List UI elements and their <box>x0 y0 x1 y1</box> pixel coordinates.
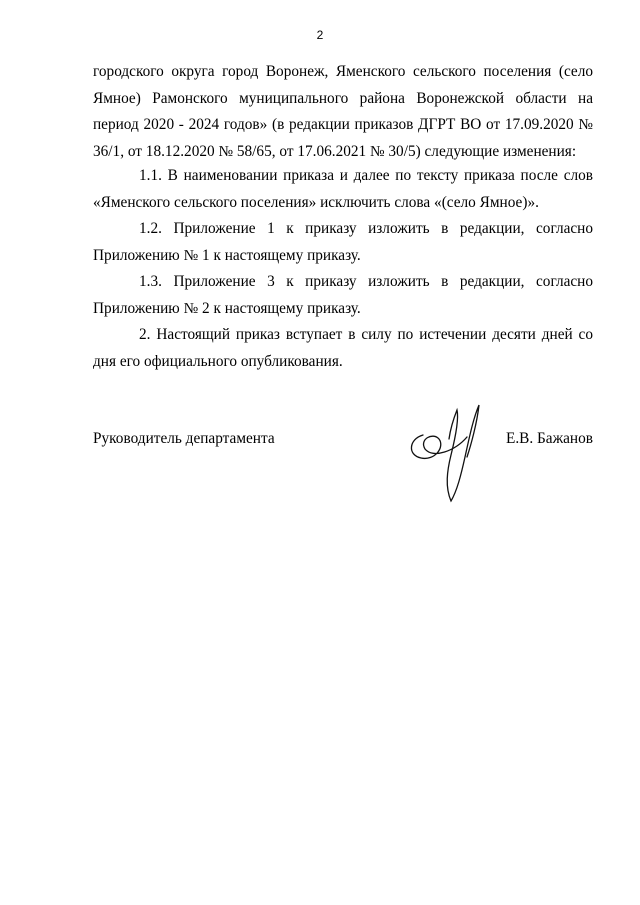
order-item-2 <box>93 322 593 375</box>
signature-block <box>93 430 593 520</box>
page-number: 2 <box>316 28 324 42</box>
item-1-1-text: 1.1. В наименовании приказа и далее по тексту приказа после слов «Яменского сельского поселения» исключить слова «(село Ямное)». <box>93 167 593 211</box>
order-item-1-2 <box>93 216 593 269</box>
order-item-1-3 <box>93 269 593 322</box>
item-2-text: 2. Настоящий приказ вступает в силу по истечении десяти дней со дня его официального опубликования. <box>93 326 593 370</box>
handwritten-signature <box>405 395 495 505</box>
intro-text: городского округа город Воронеж, Яменского сельского поселения (село Ямное) Рамонского муниципального района Воронежской области на период 2020 - 2024 годов» (в редакции приказов ДГРТ ВО от 17.09.2020 № 36/1, от 18.12.2020 № 58/65, от 17.06.2021 № 30/5) следующие изменения: <box>93 63 593 160</box>
order-item-1-1 <box>93 163 593 216</box>
item-1-3-text: 1.3. Приложение 3 к приказу изложить в редакции, согласно Приложению № 2 к настоящему приказу. <box>93 273 593 317</box>
item-1-2-text: 1.2. Приложение 1 к приказу изложить в редакции, согласно Приложению № 1 к настоящему приказу. <box>93 220 593 264</box>
order-intro-paragraph <box>93 59 593 165</box>
signer-title: Руководитель департамента <box>93 430 275 447</box>
signer-name: Е.В. Бажанов <box>505 430 593 447</box>
